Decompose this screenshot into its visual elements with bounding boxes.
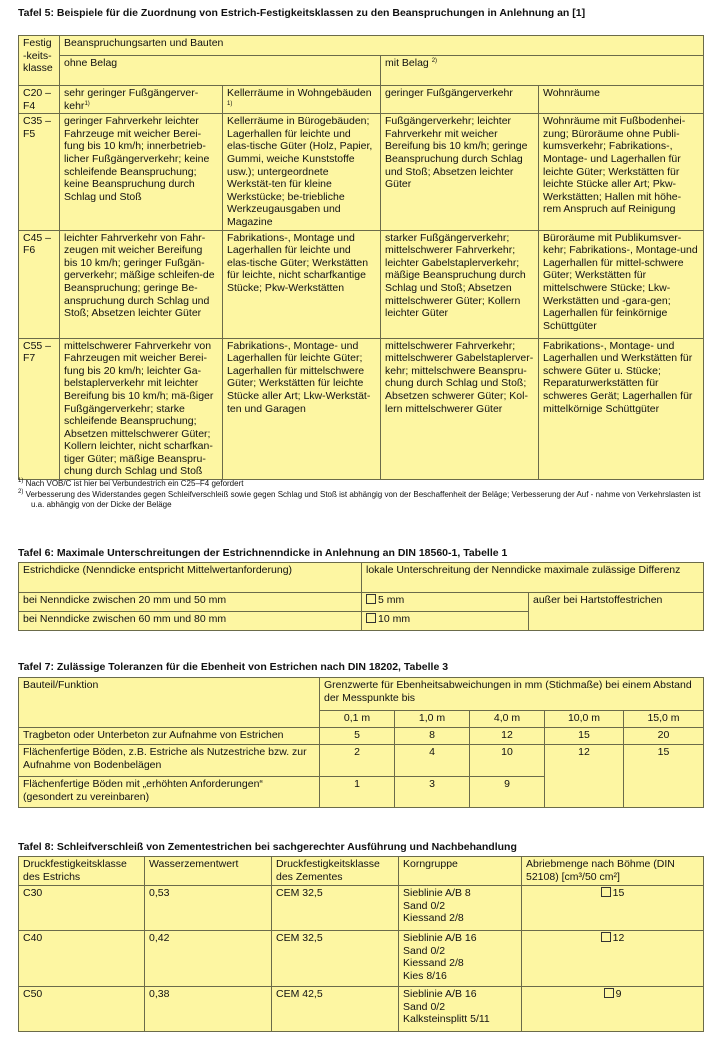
t5-r4-d: Fabrikations-, Montage- und Lagerhallen und Werkstätten für schwere Güter u. Stücke; Reparaturwerkstätten für schweres Gerät; Lagerhallen für mittelkörnige Schüttgüter: [539, 338, 704, 480]
t8-r3-abrieb: 9: [522, 987, 704, 1032]
t5-footnote-2: $^{2)}$ Verbesserung des Widerstandes gegen Schleifverschleiß sowie gegen Schlag und Stoß ist abhängig von der Beschaffenheit der Beläge; Verbesserung der Auf - nahme von Verkehrslasten ist u.a. abhängig von der Dicke der Beläge: [18, 488, 701, 509]
t5-r2-b: Kellerräume in Bürogebäuden; Lagerhallen für leichte und elas-tische Güter (Holz, Papier, Gummi, weiche Kunststoffe usw.); untergeordnete Werkstät-ten für kleine Werkstücke; be-triebliche Werkzeugausgaben und Magazine: [223, 114, 381, 230]
t7-r3-v3: 9: [470, 777, 545, 808]
t7-header-bauteil: Bauteil/Funktion: [19, 678, 320, 728]
t7-r1-v1: 5: [320, 728, 395, 745]
tafel6-title: Tafel 6: Maximale Unterschreitungen der Estrichnenndicke in Anlehnung an DIN 18560-1, Tabelle 1: [18, 547, 508, 559]
t8-header-abriebmenge: Abriebmenge nach Böhme (DIN 52108) [cm³/50 cm²]: [522, 857, 704, 886]
t7-r1-v3: 12: [470, 728, 545, 745]
t5-r3-d: Büroräume mit Publikumsver-kehr; Fabrikations-, Montage-und Lagerhallen für mittel-schwere Güter; Werkstätten für mittelschwere Stücke; Lkw-Werkstätten und -gara-gen; Lagerhallen für feinkörnige Schüttgüter: [539, 230, 704, 338]
t7-r2-label: Flächenfertige Böden, z.B. Estriche als Nutzestriche bzw. zur Aufnahme von Bodenbelägen: [19, 745, 320, 777]
t6-r1-label: bei Nenndicke zwischen 20 mm und 50 mm: [19, 593, 362, 612]
less-equal-icon: [601, 932, 611, 942]
t7-r2-v2: 4: [395, 745, 470, 777]
t8-r3-zement: CEM 42,5: [272, 987, 399, 1032]
t7-r3-label: Flächenfertige Böden mit „erhöhten Anforderungen“ (gesondert zu vereinbaren): [19, 777, 320, 808]
t5-footnote-1: $^{1)}$ Nach VOB/C ist hier bei Verbundestrich ein C25–F4 gefordert: [18, 478, 244, 488]
t5-r1-b: Kellerräume in Wohngebäuden $^{1)}$: [223, 86, 381, 114]
t5-r1-d: Wohnräume: [539, 86, 704, 114]
t5-r3-c: starker Fußgängerverkehr; mittelschwerer Fahrverkehr; leichter Gabelstaplerverkehr; mäßige Beanspruchung durch Schlag und Stoß; Absetzen mittelschwerer Güter; Kollern leichter Güter: [381, 230, 539, 338]
t5-header-arten: Beanspruchungsarten und Bauten: [60, 36, 704, 56]
t5-footnotes: [18, 479, 708, 511]
t7-col-10-0m: 10,0 m: [545, 711, 624, 728]
t5-r3-a: leichter Fahrverkehr von Fahr-zeugen mit weicher Bereifung bis 10 km/h; geringer Fußgän-gerverkehr; mäßige schleifen-de Beanspruchung; geringe Be-anspruchung durch Schlag und Stoß; Absetzen leichter Güter: [60, 230, 223, 338]
t5-r4-klasse: C55 – F7: [19, 338, 60, 480]
t5-r4-a: mittelschwerer Fahrverkehr von Fahrzeugen mit weicher Berei-fung bis 20 km/h; leichter Ga-belstaplerverkehr mit leichter Bereifung bis 10 km/h; mä-ßiger Fußgängerverkehr; starke schleifende Beanspruchung; Absetzen mittelschwerer Güter; Kollern leichter, nicht scharfkan-tiger Güter; mäßige Beanspru-chung durch Schlag und Stoß: [60, 338, 223, 480]
t5-r1-a: sehr geringer Fußgängerver-kehr$^{1)}$: [60, 86, 223, 114]
t5-r3-klasse: C45 – F6: [19, 230, 60, 338]
t8-r1-wz: 0,53: [145, 886, 272, 931]
less-equal-icon: [601, 887, 611, 897]
tafel5-title: Tafel 5: Beispiele für die Zuordnung von Estrich-Festigkeitsklassen zu den Beanspruchungen in Anlehnung an [1]: [18, 7, 586, 19]
t5-r4-b: Fabrikations-, Montage- und Lagerhallen für leichte Güter; Lagerhallen für mittelschwere Güter; Werkstätten für leichte Stücke aller Art; Lkw-Werkstät-ten und Garagen: [223, 338, 381, 480]
t7-col-4-0m: 4,0 m: [470, 711, 545, 728]
tafel6-table: [18, 562, 704, 631]
less-equal-icon: [604, 988, 614, 998]
t5-header-mit: mit Belag $^{2)}$: [381, 56, 704, 86]
less-equal-icon: [366, 613, 376, 623]
t6-r2-label: bei Nenndicke zwischen 60 mm und 80 mm: [19, 612, 362, 631]
tafel5-table: [18, 35, 704, 480]
t5-r2-a: geringer Fahrverkehr leichter Fahrzeuge mit weicher Berei-fung bis 10 km/h; innerbetrieb-licher Fußgängerverkehr; keine schleifende Beanspruchung; keine Beanspruchung durch Schlag und Stoß: [60, 114, 223, 230]
t8-r2-korngruppe: Sieblinie A/B 16 Sand 0/2 Kiessand 2/8 Kies 8/16: [399, 931, 522, 987]
t5-header-klasse: Festig-keits-klasse: [19, 36, 60, 86]
t5-r1-c: geringer Fußgängerverkehr: [381, 86, 539, 114]
t7-r2-v3: 10: [470, 745, 545, 777]
t5-header-ohne: ohne Belag: [60, 56, 381, 86]
t7-r1-label: Tragbeton oder Unterbeton zur Aufnahme von Estrichen: [19, 728, 320, 745]
t8-header-wasserzementwert: Wasserzementwert: [145, 857, 272, 886]
t7-header-grenzwerte: Grenzwerte für Ebenheitsabweichungen in mm (Stichmaße) bei einem Abstand der Messpunkte bis: [320, 678, 704, 711]
tafel8-table: [18, 856, 704, 1032]
t8-r1-korngruppe: Sieblinie A/B 8 Sand 0/2 Kiessand 2/8: [399, 886, 522, 931]
t7-r2-v5: 15: [624, 745, 704, 808]
t8-r3-korngruppe: Sieblinie A/B 16 Sand 0/2 Kalksteinsplitt 5/11: [399, 987, 522, 1032]
t7-r3-v1: 1: [320, 777, 395, 808]
t8-r2-wz: 0,42: [145, 931, 272, 987]
tafel7-title: Tafel 7: Zulässige Toleranzen für die Ebenheit von Estrichen nach DIN 18202, Tabelle 3: [18, 661, 449, 673]
t6-r1-value: 5 mm: [362, 593, 529, 612]
t8-r2-abrieb: 12: [522, 931, 704, 987]
t8-r1-abrieb: 15: [522, 886, 704, 931]
t7-r2-v4: 12: [545, 745, 624, 808]
t8-r1-klasse: C30: [19, 886, 145, 931]
t5-r1-klasse: C20 – F4: [19, 86, 60, 114]
t8-r3-wz: 0,38: [145, 987, 272, 1032]
t6-header-unterschreitung: lokale Unterschreitung der Nenndicke maximale zulässige Differenz: [362, 563, 704, 593]
t8-header-klasse-estrich: Druckfestigkeitsklasse des Estrichs: [19, 857, 145, 886]
t5-r2-c: Fußgängerverkehr; leichter Fahrverkehr mit weicher Bereifung bis 10 km/h; geringe Beanspruchung durch Schlag und Stoß; Absetzen leichter Güter: [381, 114, 539, 230]
tafel7-table: [18, 677, 704, 808]
t7-r1-v4: 15: [545, 728, 624, 745]
less-equal-icon: [366, 594, 376, 604]
t6-r2-value: 10 mm: [362, 612, 529, 631]
tafel8-title: Tafel 8: Schleifverschleiß von Zementestrichen bei sachgerechter Ausführung und Nachbehandlung: [18, 841, 517, 853]
t7-col-1-0m: 1,0 m: [395, 711, 470, 728]
t8-r2-zement: CEM 32,5: [272, 931, 399, 987]
t5-r2-klasse: C35 – F5: [19, 114, 60, 230]
t7-r1-v5: 20: [624, 728, 704, 745]
t6-note: außer bei Hartstoffestrichen: [529, 593, 704, 631]
t7-r1-v2: 8: [395, 728, 470, 745]
t7-r2-v1: 2: [320, 745, 395, 777]
t5-r4-c: mittelschwerer Fahrverkehr; mittelschwerer Gabelstaplerver-kehr; mittelschwere Beanspru-chung durch Schlag und Stoß; Absetzen schwerer Güter; Kol-lern mittelschwerer Güter: [381, 338, 539, 480]
t8-r1-zement: CEM 32,5: [272, 886, 399, 931]
t8-r3-klasse: C50: [19, 987, 145, 1032]
t7-col-15-0m: 15,0 m: [624, 711, 704, 728]
t7-col-0-1m: 0,1 m: [320, 711, 395, 728]
t7-r3-v2: 3: [395, 777, 470, 808]
t6-header-dicke: Estrichdicke (Nenndicke entspricht Mittelwertanforderung): [19, 563, 362, 593]
t8-r2-klasse: C40: [19, 931, 145, 987]
t5-r3-b: Fabrikations-, Montage und Lagerhallen für leichte und elas-tische Güter; Werkstätten für leichte, nicht scharfkantige Stücke; Pkw-Werkstätten: [223, 230, 381, 338]
t5-r2-d: Wohnräume mit Fußbodenhei-zung; Büroräume ohne Publi-kumsverkehr; Fabrikations-, Montage- und Lagerhallen für leichte Güter; Werkstätten für leichte Stücke aller Art; Pkw-Werkstätten; Hallen mit höhe-rem Anspruch auf Reinigung: [539, 114, 704, 230]
t8-header-korngruppe: Korngruppe: [399, 857, 522, 886]
t8-header-klasse-zement: Druckfestigkeitsklasse des Zementes: [272, 857, 399, 886]
